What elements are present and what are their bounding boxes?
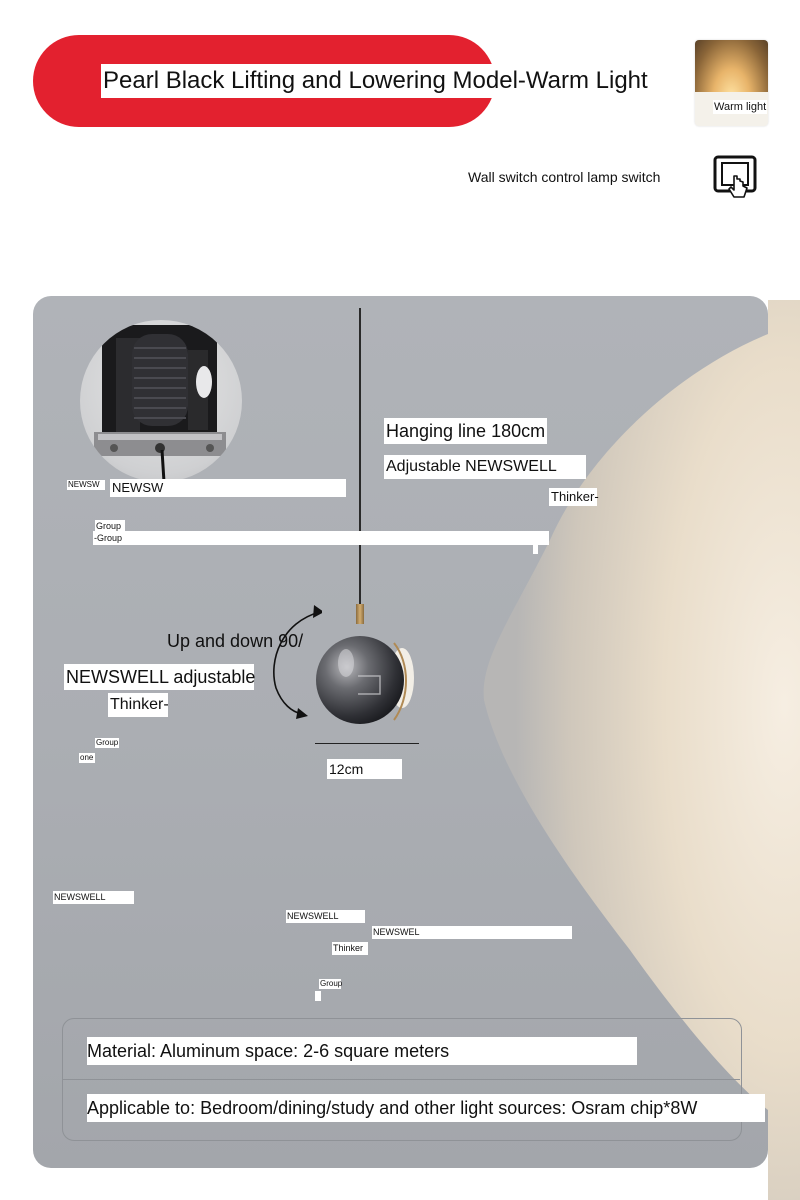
watermark-label: Thinker (332, 942, 368, 955)
spec-divider (62, 1079, 740, 1080)
lift-motor-illustration (80, 320, 242, 482)
watermark-fragment (315, 991, 321, 1001)
watermark-label: Group (95, 520, 125, 532)
adjustable-left-callout: NEWSWELL adjustable (64, 664, 254, 690)
wall-switch-icon (712, 154, 760, 206)
watermark-label: NEWSWELL (286, 910, 365, 923)
watermark-label: Group (96, 738, 119, 747)
watermark-label: Group (320, 979, 343, 988)
product-title: Pearl Black Lifting and Lowering Model-Warm Light (101, 64, 650, 98)
thinker-label-right: Thinker- (551, 489, 599, 504)
lift-motor-detail (80, 320, 242, 482)
watermark-fragment (533, 545, 538, 554)
warm-light-label: Warm light (714, 101, 767, 113)
hanging-cord (359, 308, 361, 608)
watermark-label: -Group (93, 531, 549, 545)
rotation-callout: Up and down 90/ (167, 631, 304, 651)
spec-material-row: Material: Aluminum space: 2-6 square meters (87, 1037, 637, 1065)
rotation-arrow-icon (262, 600, 322, 720)
hanging-line-callout: Hanging line 180cm (384, 418, 547, 444)
pendant-lamp-sphere (310, 618, 420, 738)
adjustable-callout: Adjustable NEWSWELL (384, 455, 586, 479)
spec-application-row: Applicable to: Bedroom/dining/study and other light sources: Osram chip*8W (87, 1094, 765, 1122)
width-dimension-label: 12cm (327, 759, 402, 779)
width-dimension-line (315, 743, 419, 744)
thinker-label-left: Thinker- (108, 693, 168, 717)
watermark-label: one (80, 753, 94, 762)
watermark-label: NEWSWELL (53, 891, 134, 904)
watermark-label: NEWSW (67, 480, 105, 490)
watermark-label: NEWSWEL (372, 926, 572, 939)
warm-light-swatch (695, 40, 768, 92)
switch-label: Wall switch control lamp switch (468, 169, 661, 185)
watermark-label: NEWSW (110, 479, 346, 497)
